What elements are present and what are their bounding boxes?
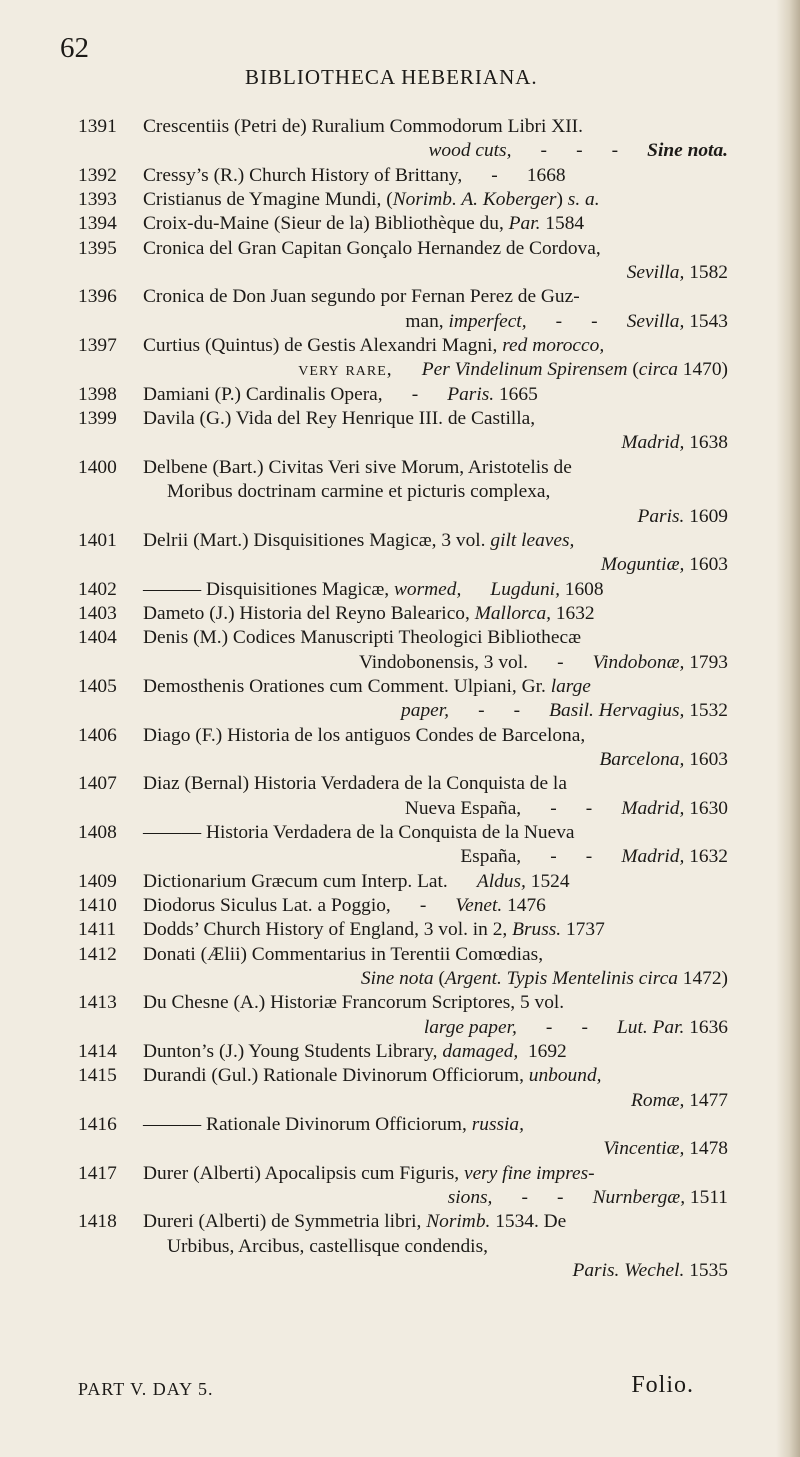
lot-number: 1413 (78, 992, 117, 1014)
text-segment: Madrid, (621, 432, 685, 454)
entry-line (143, 943, 728, 967)
text-segment: 1638 (684, 432, 728, 454)
text-segment: Sine nota (360, 968, 434, 990)
entry-line (143, 480, 728, 504)
text-segment: Per Vindelinum Spirensem (421, 359, 628, 381)
text-segment: Dictionarium Græcum cum Interp. Lat. (143, 870, 477, 892)
text-segment: Diago (F.) Historia de los antiguos Condes de Barcelona, (143, 724, 586, 746)
catalogue-entry (78, 212, 728, 236)
catalogue-entry (78, 285, 728, 334)
text-segment: Paris. (637, 505, 685, 527)
entry-line (143, 1259, 728, 1283)
text-segment: wood cuts, (428, 140, 512, 162)
catalogue-entry (78, 991, 728, 1040)
text-segment: Cressy’s (R.) Church History of Brittany, - 1668 (143, 164, 566, 186)
text-segment: Sine nota. (647, 140, 728, 162)
lot-number: 1395 (78, 237, 117, 259)
lot-number: 1404 (78, 627, 117, 649)
text-segment: 1630 (684, 797, 728, 819)
lot-number: 1403 (78, 602, 117, 624)
text-segment: Lut. Par. (617, 1016, 685, 1038)
entry-line (143, 724, 728, 748)
text-segment (393, 359, 422, 380)
entry-line (143, 115, 728, 139)
text-segment: imperfect, (448, 310, 527, 332)
text-segment: ——— Rationale Divinorum Officiorum, (143, 1114, 472, 1136)
text-segment: - - (516, 1016, 617, 1038)
text-segment: Vindobonensis, 3 vol. - (358, 651, 593, 673)
text-segment: 1636 (684, 1016, 728, 1038)
text-segment: 1477 (684, 1089, 728, 1111)
running-title: BIBLIOTHECA HEBERIANA. (245, 65, 538, 89)
entry-line (143, 1210, 728, 1234)
lot-number: 1405 (78, 675, 117, 697)
catalogue-entry (78, 578, 728, 602)
catalogue-entry (78, 1113, 728, 1162)
text-segment: sions, (447, 1187, 493, 1209)
text-segment: unbound, (528, 1065, 602, 1087)
entry-line (143, 821, 728, 845)
catalogue-entry (78, 407, 728, 456)
lot-number: 1399 (78, 408, 117, 430)
entry-line (143, 1162, 728, 1186)
lot-number: 1392 (78, 164, 117, 186)
entry-line (143, 310, 728, 334)
text-segment: 1632 (551, 602, 595, 624)
text-segment: 1535 (684, 1260, 728, 1282)
text-segment: 1665 (494, 383, 538, 405)
entry-line (143, 285, 728, 309)
text-segment: Vindobonæ, (592, 651, 685, 673)
text-segment: Dunton’s (J.) Young Students Library, (143, 1041, 443, 1063)
catalogue-entry (78, 1064, 728, 1113)
catalogue-entry (78, 383, 728, 407)
text-segment: Croix-du-Maine (Sieur de la) Bibliothèque du, (143, 213, 509, 235)
text-segment: Curtius (Quintus) de Gestis Alexandri Magni, (143, 335, 503, 357)
text-segment: ——— Historia Verdadera de la Conquista de la Nueva (143, 821, 575, 843)
lot-number: 1416 (78, 1114, 117, 1136)
text-segment: Par. (508, 213, 541, 235)
lot-number: 1410 (78, 895, 117, 916)
entry-line (143, 651, 728, 675)
entry-line (143, 845, 728, 869)
text-segment: red morocco, (502, 335, 605, 357)
text-segment: Cristianus de Ymagine Mundi, ( (143, 189, 393, 211)
lot-number: 1418 (78, 1211, 117, 1233)
lot-number: 1412 (78, 943, 117, 965)
text-segment (461, 579, 490, 600)
entry-line (143, 212, 728, 236)
text-segment: - - - (511, 140, 648, 162)
entry-line (143, 1064, 728, 1088)
text-segment: Venet. (455, 895, 503, 916)
lot-number: 1398 (78, 383, 117, 405)
text-segment: wormed, (394, 578, 462, 600)
lot-number: 1417 (78, 1162, 117, 1184)
text-segment: 1534. De (490, 1211, 567, 1233)
entry-line (143, 967, 728, 991)
text-segment: 1603 (684, 554, 728, 576)
catalogue-entry (78, 626, 728, 675)
text-segment: Donati (Ælii) Commentarius in Terentii Comœdias, (143, 943, 544, 965)
entry-line (143, 1113, 728, 1137)
entry-line (143, 553, 728, 577)
text-segment: Norimb. (426, 1211, 491, 1233)
lot-number: 1408 (78, 821, 117, 843)
text-segment: Vincentiæ, (603, 1138, 685, 1160)
text-segment: very fine impres- (463, 1162, 595, 1184)
text-segment: Sevilla, (626, 310, 685, 332)
text-segment: Delrii (Mart.) Disquisitiones Magicæ, 3 vol. (143, 529, 491, 551)
entry-line (143, 797, 728, 821)
entry-line (143, 870, 728, 894)
entry-line (143, 1235, 728, 1259)
text-segment: 1472) (677, 968, 728, 990)
text-segment: 1532 (684, 700, 728, 722)
text-segment: Bruss. (512, 919, 562, 941)
entry-line (143, 456, 728, 480)
text-segment: paper, (401, 700, 449, 722)
text-segment: very rare, (298, 359, 393, 381)
catalogue-entries (78, 115, 728, 1284)
text-segment: Madrid, (621, 846, 685, 868)
text-segment: Norimb. A. Koberger (392, 189, 557, 211)
catalogue-entry (78, 675, 728, 724)
text-segment: - - (448, 700, 550, 722)
catchword: Folio. (631, 1372, 694, 1398)
text-segment: 1543 (684, 310, 728, 332)
entry-line (143, 358, 728, 382)
text-segment: Cronica del Gran Capitan Gonçalo Hernandez de Cordova, (143, 237, 601, 259)
lot-number: 1415 (78, 1065, 117, 1087)
lot-number: 1406 (78, 724, 117, 746)
entry-line (143, 699, 728, 723)
text-segment: Barcelona, (599, 748, 685, 770)
text-segment: Madrid, (621, 797, 685, 819)
text-segment: 1692 (518, 1041, 567, 1063)
lot-number: 1402 (78, 578, 117, 600)
catalogue-entry (78, 115, 728, 164)
text-segment: 1609 (684, 505, 728, 527)
catalogue-entry (78, 164, 728, 188)
lot-number: 1407 (78, 773, 117, 795)
entry-line (143, 1089, 728, 1113)
entry-line (143, 578, 728, 602)
entry-line (143, 188, 728, 212)
page-header (60, 32, 680, 92)
entry-line (143, 164, 728, 188)
entry-line (143, 334, 728, 358)
page-number: 62 (60, 32, 89, 64)
text-segment: Crescentiis (Petri de) Ruralium Commodorum Libri XII. (143, 116, 583, 137)
text-segment: Demosthenis Orationes cum Comment. Ulpiani, Gr. (143, 675, 551, 697)
lot-number: 1400 (78, 456, 117, 478)
entry-line (143, 431, 728, 455)
catalogue-entry (78, 772, 728, 821)
text-segment: Argent. Typis Mentelinis circa (444, 968, 678, 990)
text-segment: 1524 (525, 870, 570, 892)
entry-line (143, 675, 728, 699)
text-segment: 1470) (677, 359, 728, 381)
text-segment: ( (433, 968, 445, 990)
catalogue-entry (78, 894, 728, 918)
text-segment: s. a. (567, 189, 600, 211)
text-segment: Nueva España, - - (404, 797, 622, 819)
text-segment: Damiani (P.) Cardinalis Opera, - (143, 383, 448, 405)
entry-line (143, 529, 728, 553)
entry-line (143, 407, 728, 431)
text-segment: - - (492, 1187, 593, 1209)
entry-line (143, 602, 728, 626)
text-segment: 1478 (684, 1138, 728, 1160)
lot-number: 1393 (78, 189, 117, 211)
text-segment: ) (556, 189, 568, 211)
text-segment: España, - - (460, 846, 622, 868)
text-segment: 1603 (684, 748, 728, 770)
text-segment: large (550, 675, 591, 697)
lot-number: 1411 (78, 919, 117, 941)
text-segment: large paper, (423, 1016, 517, 1038)
catalogue-entry (78, 943, 728, 992)
text-segment: Lugduni, (490, 578, 560, 600)
text-segment: Davila (G.) Vida del Rey Henrique III. de Castilla, (143, 408, 536, 430)
entry-line (143, 1137, 728, 1161)
text-segment: Du Chesne (A.) Historiæ Francorum Scriptores, 5 vol. (143, 992, 565, 1014)
text-segment: Urbibus, Arcibus, castellisque condendis, (167, 1235, 488, 1257)
catalogue-entry (78, 1040, 728, 1064)
text-segment: Dureri (Alberti) de Symmetria libri, (143, 1211, 427, 1233)
text-segment: - - (526, 310, 627, 332)
lot-number: 1401 (78, 529, 117, 551)
text-segment: Cronica de Don Juan segundo por Fernan Perez de Guz- (143, 286, 580, 308)
catalogue-entry (78, 821, 728, 870)
text-segment: Durer (Alberti) Apocalipsis cum Figuris, (143, 1162, 464, 1184)
text-segment: man, (405, 310, 449, 332)
lot-number: 1414 (78, 1041, 117, 1063)
text-segment: damaged, (442, 1041, 519, 1063)
lot-number: 1397 (78, 335, 117, 357)
text-segment: Moribus doctrinam carmine et picturis complexa, (167, 481, 551, 503)
text-segment: russia, (471, 1114, 524, 1136)
text-segment: Dameto (J.) Historia del Reyno Balearico, (143, 602, 475, 624)
signature-mark: PART V. DAY 5. (78, 1379, 214, 1399)
entry-line (143, 991, 728, 1015)
text-segment: Dodds’ Church History of England, 3 vol. in 2, (143, 919, 513, 941)
text-segment: 1584 (540, 213, 585, 235)
catalogue-entry (78, 237, 728, 286)
entry-line (143, 505, 728, 529)
text-segment: Mallorca, (474, 602, 551, 624)
entry-line (143, 139, 728, 163)
entry-line (143, 918, 728, 942)
text-segment: Sevilla, (626, 262, 685, 284)
catalogue-entry (78, 1162, 728, 1211)
lot-number: 1396 (78, 286, 117, 308)
text-segment: Paris. Wechel. (572, 1260, 685, 1282)
entry-line (143, 772, 728, 796)
catalogue-entry (78, 870, 728, 894)
text-segment: Romæ, (631, 1089, 685, 1111)
text-segment: circa (638, 359, 678, 381)
text-segment: 1511 (685, 1187, 728, 1209)
entry-line (143, 1040, 728, 1064)
entry-line (143, 383, 728, 407)
catalogue-entry (78, 918, 728, 942)
entry-line (143, 237, 728, 261)
catalogue-entry (78, 724, 728, 773)
entry-line (143, 894, 728, 918)
text-segment: ——— Disquisitiones Magicæ, (143, 578, 394, 600)
text-segment: Diodorus Siculus Lat. a Poggio, - (143, 895, 456, 916)
text-segment: Durandi (Gul.) Rationale Divinorum Officiorum, (143, 1065, 529, 1087)
catalogue-entry (78, 188, 728, 212)
text-segment: Basil. Hervagius, (549, 700, 685, 722)
text-segment: gilt leaves, (490, 529, 575, 551)
text-segment: 1793 (684, 651, 728, 673)
text-segment: 1608 (559, 578, 604, 600)
entry-line (143, 626, 728, 650)
text-segment: Moguntiæ, (600, 554, 685, 576)
catalogue-entry (78, 602, 728, 626)
text-segment: ( (627, 359, 639, 381)
entry-line (143, 748, 728, 772)
catalogue-entry (78, 1210, 728, 1283)
entry-line (143, 261, 728, 285)
text-segment: Delbene (Bart.) Civitas Veri sive Morum, Aristotelis de (143, 456, 572, 478)
text-segment: 1476 (502, 895, 546, 916)
text-segment: Nurnbergæ, (592, 1187, 686, 1209)
lot-number: 1394 (78, 213, 117, 235)
text-segment: 1737 (561, 919, 605, 941)
text-segment: 1582 (684, 262, 728, 284)
catalogue-entry (78, 456, 728, 529)
text-segment: Aldus, (476, 870, 526, 892)
text-segment: Diaz (Bernal) Historia Verdadera de la Conquista de la (143, 773, 567, 795)
page-footer (78, 1372, 694, 1406)
lot-number: 1409 (78, 870, 117, 892)
lot-number: 1391 (78, 116, 117, 137)
text-segment: Denis (M.) Codices Manuscripti Theologici Bibliothecæ (143, 627, 582, 649)
page-edge-shadow (776, 0, 800, 1457)
catalogue-entry (78, 529, 728, 578)
entry-line (143, 1186, 728, 1210)
text-segment: Paris. (447, 383, 495, 405)
catalogue-entry (78, 334, 728, 383)
text-segment: 1632 (684, 846, 728, 868)
entry-line (143, 1016, 728, 1040)
